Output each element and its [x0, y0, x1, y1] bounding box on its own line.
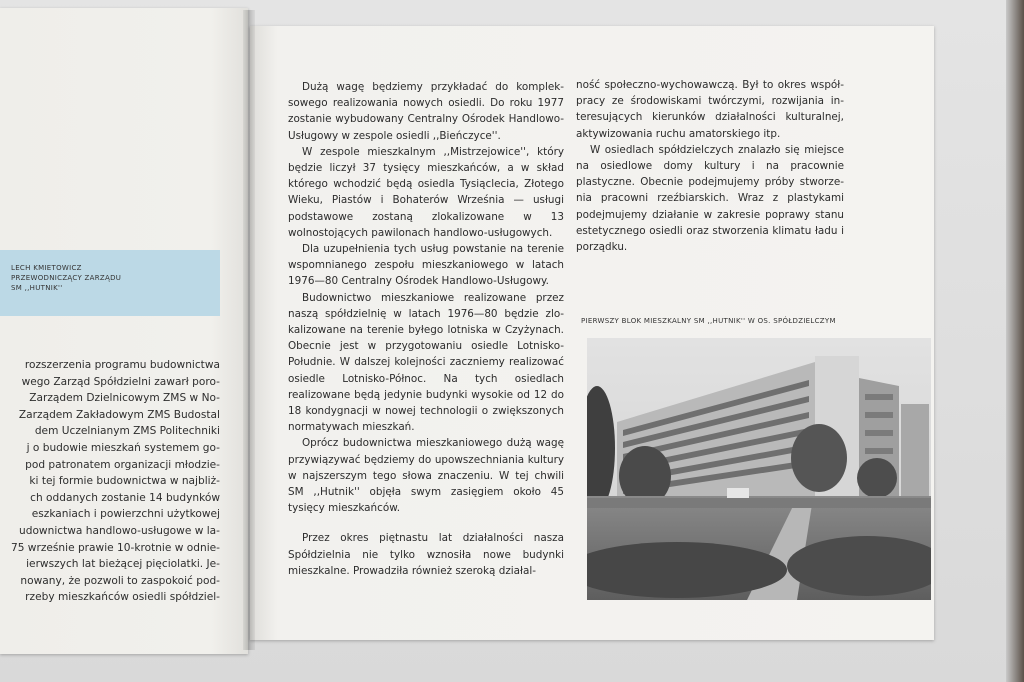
text-column-2	[576, 77, 844, 255]
author-title: PRZEWODNICZĄCY ZARZĄDU	[11, 274, 122, 282]
author-org: SM ,,HUTNIK''	[11, 284, 63, 292]
book-gutter	[243, 10, 255, 650]
paragraph: ność społeczno-wychowawczą. Był to okres współpracy ze środowiskami twórczymi, rozwijania interesujących kierunków działalności kulturalnej, aktywizowania ruchu amatorskiego itp.	[576, 79, 844, 140]
table-edge	[1006, 0, 1024, 682]
author-name: LECH KMIETOWICZ	[11, 264, 82, 272]
text-line: dem Uczelnianym ZMS Politechniki	[34, 425, 220, 438]
paragraph: Oprócz budownictwa mieszkaniowego dużą wagę przywiązywać będziemy do upowszechniania kultury w najszerszym tego słowa znaczeniu. W tej chwili SM ,,Hutnik'' objęła swym zasięgiem około 45 tysięcy mieszkańców.	[288, 437, 564, 515]
text-column-1	[288, 79, 564, 579]
text-line: wego Zarząd Spółdzielni zawarł poro-	[21, 375, 220, 388]
text-line: Zarządem Dzielnicowym ZMS w No-	[29, 392, 220, 405]
text-line: nowany, że pozwoli to zaspokoić pod-	[20, 574, 220, 587]
paragraph: Dla uzupełnienia tych usług powstanie na terenie wspomnianego zespołu mieszkaniowego w latach 1976—80 Centralny Ośrodek Handlowo-Usługowy.	[288, 243, 564, 288]
left-page	[0, 8, 248, 654]
text-line: eszkaniach i powierzchni użytkowej	[31, 508, 220, 521]
author-caption-box	[0, 250, 220, 316]
text-line: rzeby mieszkańców osiedli spółdziel-	[25, 591, 220, 604]
left-page-text	[0, 357, 220, 606]
author-caption	[11, 263, 121, 293]
text-line: 75 wrześnie prawie 10-krotnie w odnie-	[10, 541, 220, 554]
text-line: pod patronatem organizacji młodzie-	[25, 458, 220, 471]
paragraph: Budownictwo mieszkaniowe realizowane przez naszą spółdzielnię w latach 1976—80 będzie zlokalizowane na terenie byłego lotniska w Czyżynach. Obecnie jest w przygotowaniu osiedle Lotnisko-Południe. W dalszej kolejności zaczniemy realizować osiedle Lotnisko-Północ. Na tych osiedlach realizowane będą jedynie budynki wysokie od 12 do 18 kondygnacji w nowej technologii o zwiększonych normatywach mieszkań.	[288, 291, 564, 434]
text-line: rozszerzenia programu budownictwa	[24, 359, 220, 371]
paragraph: W zespole mieszkalnym ,,Mistrzejowice'', który będzie liczył 37 tysięcy mieszkańców, a w skład którego wchodzić będą osiedla Tysiąclecia, Złotego Wieku, Piastów i Bohaterów Września — usługi podstawowe zostaną zlokalizowane w 13 wolnostojących pawilonach handlowo-usługowych.	[288, 145, 564, 239]
paragraph: Dużą wagę będziemy przykładać do kompleksowego realizowania nowych osiedli. Do roku 1977 zostanie wybudowany Centralny Ośrodek Handlowo-Usługowy w zespole osiedli ,,Bieńczyce''.	[288, 81, 564, 142]
text-line: ierwszych lat bieżącej pięciolatki. Je-	[26, 558, 220, 571]
text-line: ki tej formie budownictwa w najbliż-	[29, 475, 220, 488]
text-line: udownictwa handlowo-usługowe w la-	[19, 524, 220, 537]
photo-caption: PIERWSZY BLOK MIESZKALNY SM ,,HUTNIK'' W OS. SPÓŁDZIELCZYM	[581, 317, 836, 325]
text-line: j o budowie mieszkań systemem go-	[26, 441, 220, 454]
text-line: Zarządem Zakładowym ZMS Budostal	[18, 408, 220, 421]
apartment-block-photo	[587, 338, 931, 600]
text-line: ch oddanych zostanie 14 budynków	[30, 491, 220, 504]
photo-illustration	[587, 338, 931, 600]
paragraph: W osiedlach spółdzielczych znalazło się miejsce na osiedlowe domy kultury i na pracownie plastyczne. Obecnie podejmujemy próby stworzenia pracowni rzeźbiarskich. Wraz z plastykami podejmujemy działanie w zakresie poprawy stanu estetycznego osiedli oraz stworzenia klimatu ładu i porządku.	[576, 143, 844, 254]
paragraph: Przez okres piętnastu lat działalności nasza Spółdzielnia nie tylko wznosiła nowe budynki mieszkalne. Prowadziła również szeroką działal-	[288, 532, 564, 577]
